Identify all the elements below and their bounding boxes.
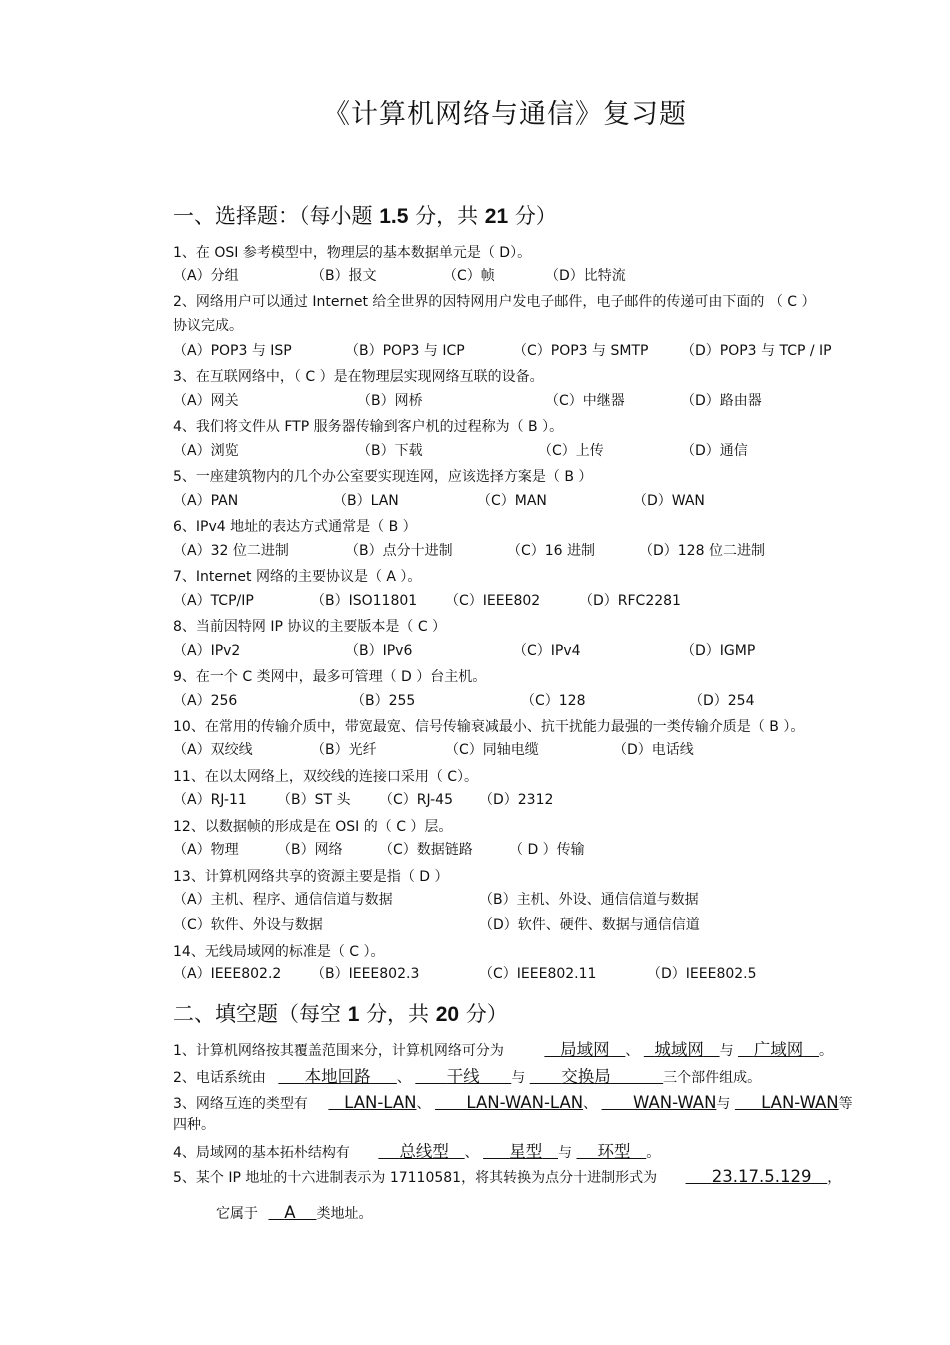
- option: （D）IEEE802.5: [647, 966, 757, 982]
- section-mid: 分，共: [415, 204, 479, 228]
- fill-question: [173, 1068, 761, 1087]
- question-stem: 13、计算机网络共享的资源主要是指（ D ）: [173, 869, 449, 885]
- fill-continuation: 四种。: [173, 1117, 215, 1133]
- fill-answer: 本地回路: [304, 1067, 371, 1086]
- option: （C）同轴电缆: [445, 742, 539, 758]
- fill-answer: LAN-LAN: [344, 1093, 417, 1112]
- option: （D）路由器: [681, 393, 762, 409]
- option: （B）下载: [357, 443, 423, 459]
- question-stem: 12、以数据帧的形成是在 OSI 的（ C ）层。: [173, 819, 453, 835]
- fill-end: 。: [646, 1145, 661, 1161]
- question-stem: 1、在 OSI 参考模型中，物理层的基本数据单元是（ D）。: [173, 245, 532, 261]
- fill-answer: 总线型: [399, 1142, 449, 1161]
- fill-answer: 干线: [446, 1067, 480, 1086]
- option: （B）主机、外设、通信信道与数据: [479, 892, 699, 908]
- section-total: 20: [435, 1003, 460, 1026]
- fill-sep: 、: [625, 1043, 640, 1059]
- fill-answer: 环型: [597, 1142, 631, 1161]
- fill-sep: 、: [416, 1096, 431, 1112]
- fill-lead: 它属于: [216, 1206, 258, 1222]
- fill-answer: 局域网: [560, 1040, 610, 1059]
- fill-answer: 交换局: [561, 1067, 611, 1086]
- option: （D）128 位二进制: [639, 543, 765, 559]
- page-title: 《计算机网络与通信》复习题: [323, 99, 687, 130]
- section-heading-fill: [173, 998, 508, 1028]
- section-per-score: 1.5: [379, 205, 409, 228]
- option: （B）报文: [311, 268, 377, 284]
- fill-lead: 5、某个 IP 地址的十六进制表示为 17110581，将其转换为点分十进制形式为: [173, 1170, 658, 1186]
- option: （A）IEEE802.2: [173, 966, 282, 982]
- fill-question: [173, 1168, 841, 1187]
- fill-sep: 、: [583, 1096, 598, 1112]
- option: （A）RJ-11: [173, 792, 247, 808]
- option: （A）TCP/IP: [173, 593, 254, 609]
- option: （B）255: [351, 693, 416, 709]
- option: （D）通信: [681, 443, 748, 459]
- question-stem: 2、网络用户可以通过 Internet 给全世界的因特网用户发电子邮件，电子邮件的传递可由下面的 （ C ）: [173, 294, 816, 310]
- question-stem: 11、在以太网络上，双绞线的连接口采用（ C）。: [173, 769, 479, 785]
- option: （B）光纤: [311, 742, 377, 758]
- option: （A）网关: [173, 393, 239, 409]
- option: （D）IGMP: [681, 643, 756, 659]
- option: （D）软件、硬件、数据与通信信道: [479, 917, 700, 933]
- option: （B）ISO11801: [311, 593, 418, 609]
- fill-lead: 3、网络互连的类型有: [173, 1096, 308, 1112]
- option: （C）中继器: [545, 393, 625, 409]
- option: （C）IPv4: [513, 643, 581, 659]
- option: （D）254: [689, 693, 755, 709]
- fill-sep: 与: [558, 1145, 573, 1161]
- fill-answer: WAN-WAN: [633, 1093, 717, 1112]
- section-suffix: 分）: [465, 1002, 508, 1026]
- option: （D）电话线: [613, 742, 694, 758]
- option: （B）ST 头: [277, 792, 351, 808]
- question-stem: 3、在互联网络中，（ C ）是在物理层实现网络互联的设备。: [173, 369, 544, 385]
- section-total: 21: [484, 205, 509, 228]
- fill-answer: LAN-WAN: [761, 1093, 839, 1112]
- option: （D）POP3 与 TCP / IP: [681, 343, 832, 359]
- question-stem: 6、IPv4 地址的表达方式通常是（ B ）: [173, 519, 417, 535]
- section-prefix: 二、填空题（每空: [173, 1002, 341, 1026]
- fill-end: 三个部件组成。: [663, 1070, 762, 1086]
- fill-answer: LAN-WAN-LAN: [466, 1093, 584, 1112]
- fill-answer: 23.17.5.129: [711, 1167, 812, 1186]
- option: （A）主机、程序、通信信道与数据: [173, 892, 393, 908]
- section-mid: 分，共: [366, 1002, 430, 1026]
- option: （A）32 位二进制: [173, 543, 289, 559]
- question-stem: 4、我们将文件从 FTP 服务器传输到客户机的过程称为（ B ）。: [173, 419, 564, 435]
- option: （C）数据链路: [379, 842, 473, 858]
- option: （A）双绞线: [173, 742, 253, 758]
- section-suffix: 分）: [514, 204, 557, 228]
- option: （ D ）传输: [509, 842, 585, 858]
- fill-sep: 与: [716, 1096, 731, 1112]
- fill-question: [173, 1094, 853, 1113]
- section-heading-choice: [173, 200, 557, 230]
- question-stem: 5、一座建筑物内的几个办公室要实现连网，应该选择方案是（ B ）: [173, 469, 593, 485]
- option: （B）LAN: [333, 493, 399, 509]
- option: （A）浏览: [173, 443, 239, 459]
- fill-end: ，: [827, 1170, 842, 1186]
- fill-sep: 、: [396, 1070, 411, 1086]
- option: （D）2312: [479, 792, 554, 808]
- option: （D）RFC2281: [579, 593, 681, 609]
- option: （A）PAN: [173, 493, 239, 509]
- section-prefix: 一、选择题：（每小题: [173, 204, 373, 228]
- option: （B）网络: [277, 842, 343, 858]
- fill-continuation: [216, 1204, 372, 1223]
- option: （A）分组: [173, 268, 239, 284]
- question-stem: 7、Internet 网络的主要协议是（ A ）。: [173, 569, 422, 585]
- option: （C）IEEE802.11: [479, 966, 597, 982]
- option: （B）POP3 与 ICP: [345, 343, 465, 359]
- question-stem-continuation: 协议完成。: [173, 318, 243, 334]
- option: （B）IPv6: [345, 643, 413, 659]
- fill-answer: 城域网: [654, 1040, 704, 1059]
- fill-lead: 4、局域网的基本拓朴结构有: [173, 1145, 350, 1161]
- option: （C）帧: [443, 268, 495, 284]
- option: （B）网桥: [357, 393, 423, 409]
- option: （D）WAN: [633, 493, 705, 509]
- option: （C）POP3 与 SMTP: [513, 343, 649, 359]
- option: （A）物理: [173, 842, 239, 858]
- fill-end: 等: [838, 1096, 853, 1112]
- fill-sep: 与: [511, 1070, 526, 1086]
- fill-lead: 2、电话系统由: [173, 1070, 266, 1086]
- option: （D）比特流: [545, 268, 626, 284]
- option: （C）上传: [538, 443, 604, 459]
- fill-question: [173, 1041, 833, 1060]
- option: （B）IEEE802.3: [311, 966, 420, 982]
- option: （A）POP3 与 ISP: [173, 343, 292, 359]
- option: （C）IEEE802: [445, 593, 541, 609]
- fill-question: [173, 1143, 660, 1162]
- fill-end: 。: [819, 1043, 834, 1059]
- fill-sep: 、: [464, 1145, 479, 1161]
- option: （C）128: [521, 693, 586, 709]
- option: （C）软件、外设与数据: [173, 917, 323, 933]
- question-stem: 8、当前因特网 IP 协议的主要版本是（ C ）: [173, 619, 447, 635]
- question-stem: 14、无线局域网的标准是（ C ）。: [173, 944, 385, 960]
- section-per-score: 1: [347, 1003, 360, 1026]
- option: （A）256: [173, 693, 238, 709]
- question-stem: 9、在一个 C 类网中，最多可管理（ D ）台主机。: [173, 669, 487, 685]
- fill-sep: 与: [719, 1043, 734, 1059]
- option: （A）IPv2: [173, 643, 241, 659]
- question-stem: 10、在常用的传输介质中，带宽最宽、信号传输衰减最小、抗干扰能力最强的一类传输介质是（ B ）。: [173, 719, 805, 735]
- option: （C）16 进制: [507, 543, 596, 559]
- option: （B）点分十进制: [345, 543, 453, 559]
- fill-answer: A: [284, 1203, 296, 1222]
- fill-end: 类地址。: [316, 1206, 373, 1222]
- fill-answer: 广域网: [753, 1040, 804, 1059]
- option: （C）MAN: [477, 493, 547, 509]
- fill-lead: 1、计算机网络按其覆盖范围来分，计算机网络可分为: [173, 1043, 504, 1059]
- fill-answer: 星型: [509, 1142, 543, 1161]
- option: （C）RJ-45: [379, 792, 453, 808]
